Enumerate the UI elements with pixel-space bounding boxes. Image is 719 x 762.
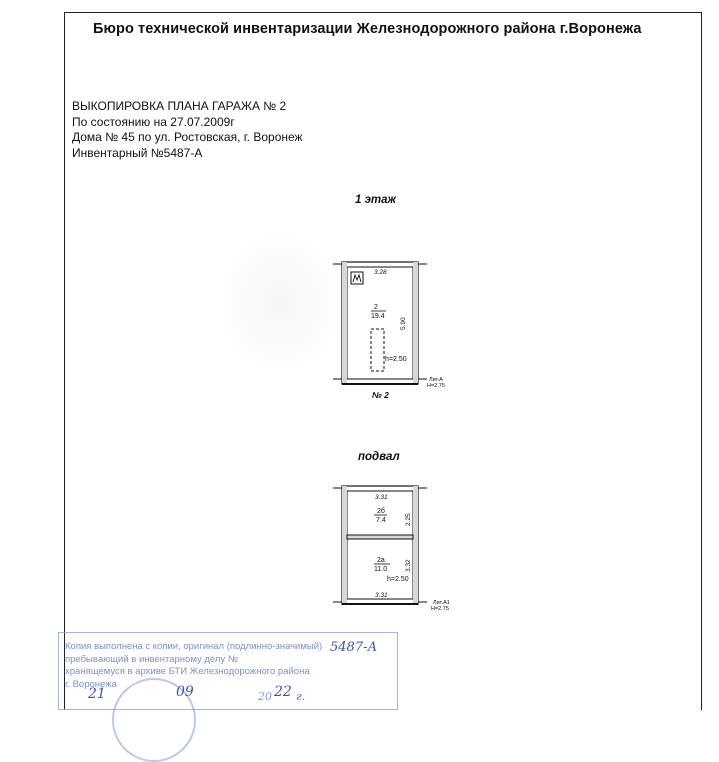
floor1-garage-label: № 2 xyxy=(372,390,389,400)
stamp-line2: пребывающий в инвентарному делу № xyxy=(65,653,239,665)
floor1-height: h=2.50 xyxy=(385,356,407,363)
basement-room-b-area: 7.4 xyxy=(376,517,386,524)
basement-room-a-number: 2а xyxy=(377,557,385,564)
basement-outer-wall xyxy=(342,486,418,604)
basement-room-b-number: 2б xyxy=(377,508,385,515)
hatch-icon xyxy=(351,272,363,284)
stamp-line1: Копия выполнена с копии, оригинал (подлинно-значимый) xyxy=(65,641,323,652)
floor1-room-area: 19.4 xyxy=(371,313,385,320)
basement-plan xyxy=(333,486,427,604)
basement-bottom-dim: 3.31 xyxy=(375,592,388,599)
floor1-label: 1 этаж xyxy=(355,194,397,206)
floor1-lit-height: H=2.75 xyxy=(427,383,445,389)
basement-room-a-dim: 3.32 xyxy=(405,559,412,572)
floor1-lit: Лит.А xyxy=(429,377,443,383)
info-date: По состоянию на 27.07.2009г xyxy=(72,114,235,129)
basement-room-b-dim: 2.25 xyxy=(405,513,412,526)
basement-room-a-area: 11.0 xyxy=(374,566,388,573)
stamp-month: 09 xyxy=(176,684,194,700)
stamp-year-suffix: г. xyxy=(296,690,306,703)
inspection-pit xyxy=(371,329,384,371)
basement-label: подвал xyxy=(358,451,400,463)
floor1-plan xyxy=(333,262,427,384)
info-address: Дома № 45 по ул. Ростовская, г. Воронеж xyxy=(72,130,303,144)
floor1-room-number: 2 xyxy=(374,304,378,311)
basement-lit-height: H=2.75 xyxy=(431,606,449,612)
stamp-line4: г. Воронежа xyxy=(65,678,117,690)
basement-partition xyxy=(347,535,413,539)
info-inventory: Инвентарный №5487-А xyxy=(72,145,203,160)
floor1-length-dim: 5.90 xyxy=(400,317,407,330)
stamp-inventory-handwritten: 5487-А xyxy=(330,640,378,655)
info-title: ВЫКОПИРОВКА ПЛАНА ГАРАЖА № 2 xyxy=(72,99,287,113)
stamp-year-prefix: 20 xyxy=(258,690,272,703)
stamp-line3: хранящемуся в архиве БТИ Железнодорожного района xyxy=(65,666,310,677)
header-title: Бюро технической инвентаризации Железнодорожного района г.Воронежа xyxy=(93,21,642,37)
stamp-day: 21 xyxy=(88,686,106,702)
stamp-year: 22 xyxy=(274,684,292,700)
floor1-width-dim: 3.28 xyxy=(374,269,387,276)
basement-height: h=2.50 xyxy=(387,576,409,583)
basement-top-dim: 3.31 xyxy=(375,494,388,501)
basement-lit: Лит.А1 xyxy=(433,600,450,606)
